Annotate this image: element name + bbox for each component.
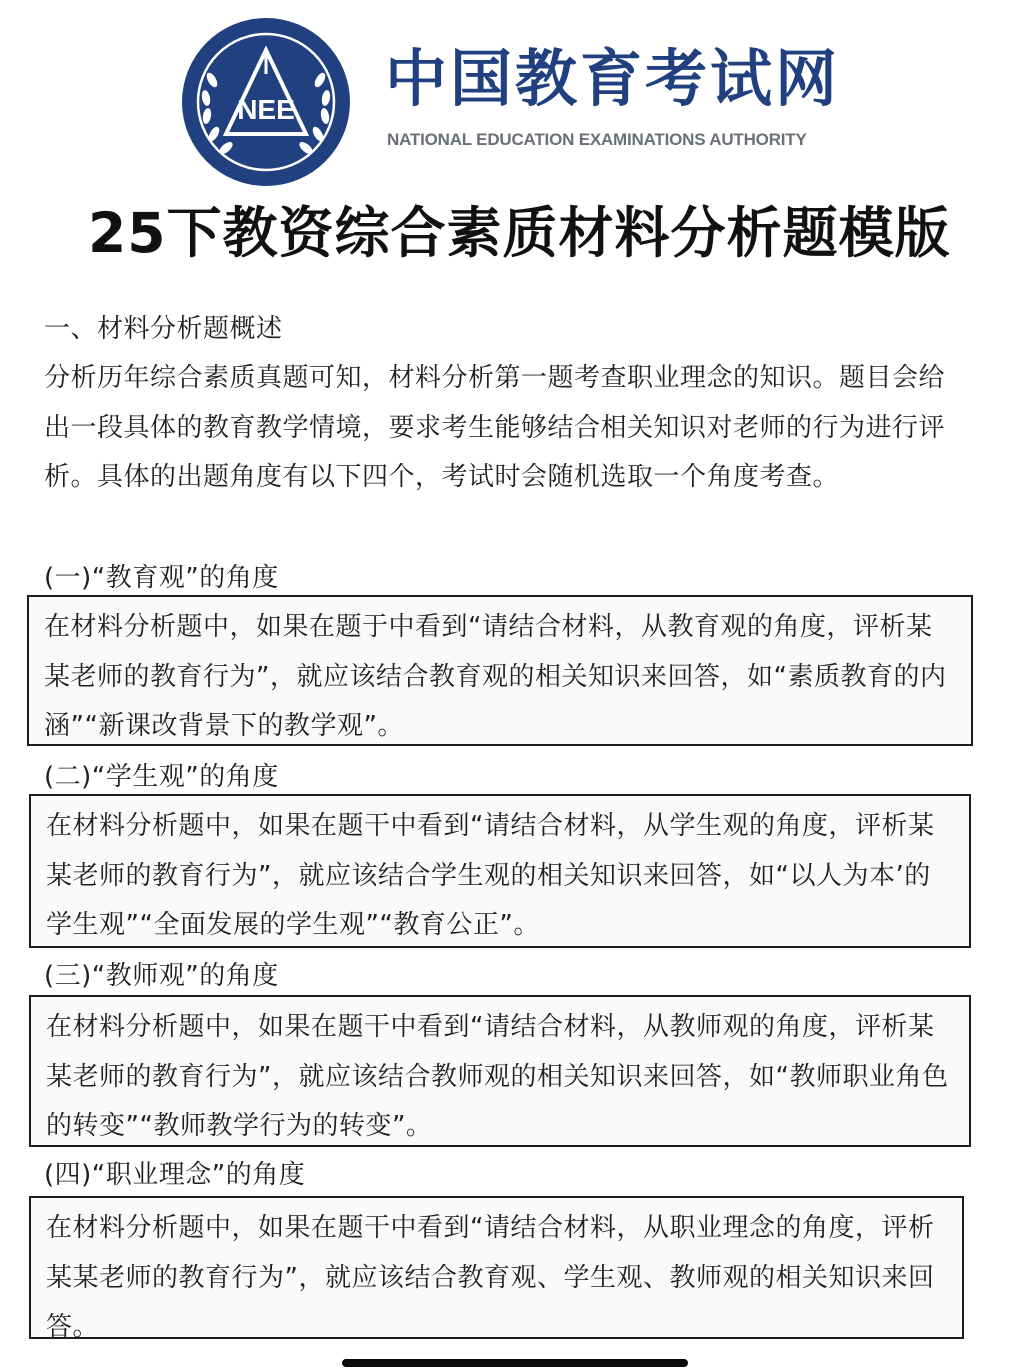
home-indicator[interactable] [342, 1359, 688, 1367]
site-header [180, 10, 880, 190]
site-name-en: NATIONAL EDUCATION EXAMINATIONS AUTHORITY [387, 130, 807, 149]
section-box-text: 在材料分析题中，如果在题干中看到“请结合材料，从教师观的角度，评析某某老师的教育行为”，就应该结合教师观的相关知识来回答，如“教师职业角色的转变”“教师教学行为的转变”。 [46, 1012, 949, 1141]
section-box-education-view [27, 595, 973, 746]
nee-emblem-icon [180, 16, 352, 188]
overview-heading: 一、材料分析题概述 [44, 314, 283, 344]
section-heading-teacher-view: (三)“教师观”的角度 [44, 961, 279, 991]
site-name-cn: 中国教育考试网 [385, 42, 841, 115]
section-box-professional-concept [29, 1196, 964, 1342]
section-box-student-view [29, 794, 971, 948]
section-heading-education-view: (一)“教育观”的角度 [44, 563, 279, 593]
overview-paragraph: 分析历年综合素质真题可知，材料分析第一题考查职业理念的知识。题目会给出一段具体的教育教学情境，要求考生能够结合相关知识对老师的行为进行评析。具体的出题角度有以下四个，考试时会随机选取一个角度考查。 [44, 363, 946, 492]
section-box-text: 在材料分析题中，如果在题干中看到“请结合材料，从学生观的角度，评析某某老师的教育行为”，就应该结合学生观的相关知识来回答，如“以人为本’的学生观”“全面发展的学生观”“教育公正”。 [46, 811, 935, 940]
section-box-text: 在材料分析题中，如果在题干中看到“请结合材料，从职业理念的角度，评析某某老师的教育行为”，就应该结合教育观、学生观、教师观的相关知识来回答。 [46, 1213, 935, 1342]
document-title: 25下教资综合素质材料分析题模版 [88, 201, 951, 265]
section-box-teacher-view [29, 995, 971, 1147]
section-heading-professional-concept: (四)“职业理念”的角度 [44, 1160, 306, 1190]
section-box-text: 在材料分析题中，如果在题于中看到“请结合材料，从教育观的角度，评析某某老师的教育行为”，就应该结合教育观的相关知识来回答，如“素质教育的内涵”“新课改背景下的教学观”。 [44, 612, 947, 741]
emblem-text: NEE [237, 94, 295, 125]
section-heading-student-view: (二)“学生观”的角度 [44, 762, 279, 792]
